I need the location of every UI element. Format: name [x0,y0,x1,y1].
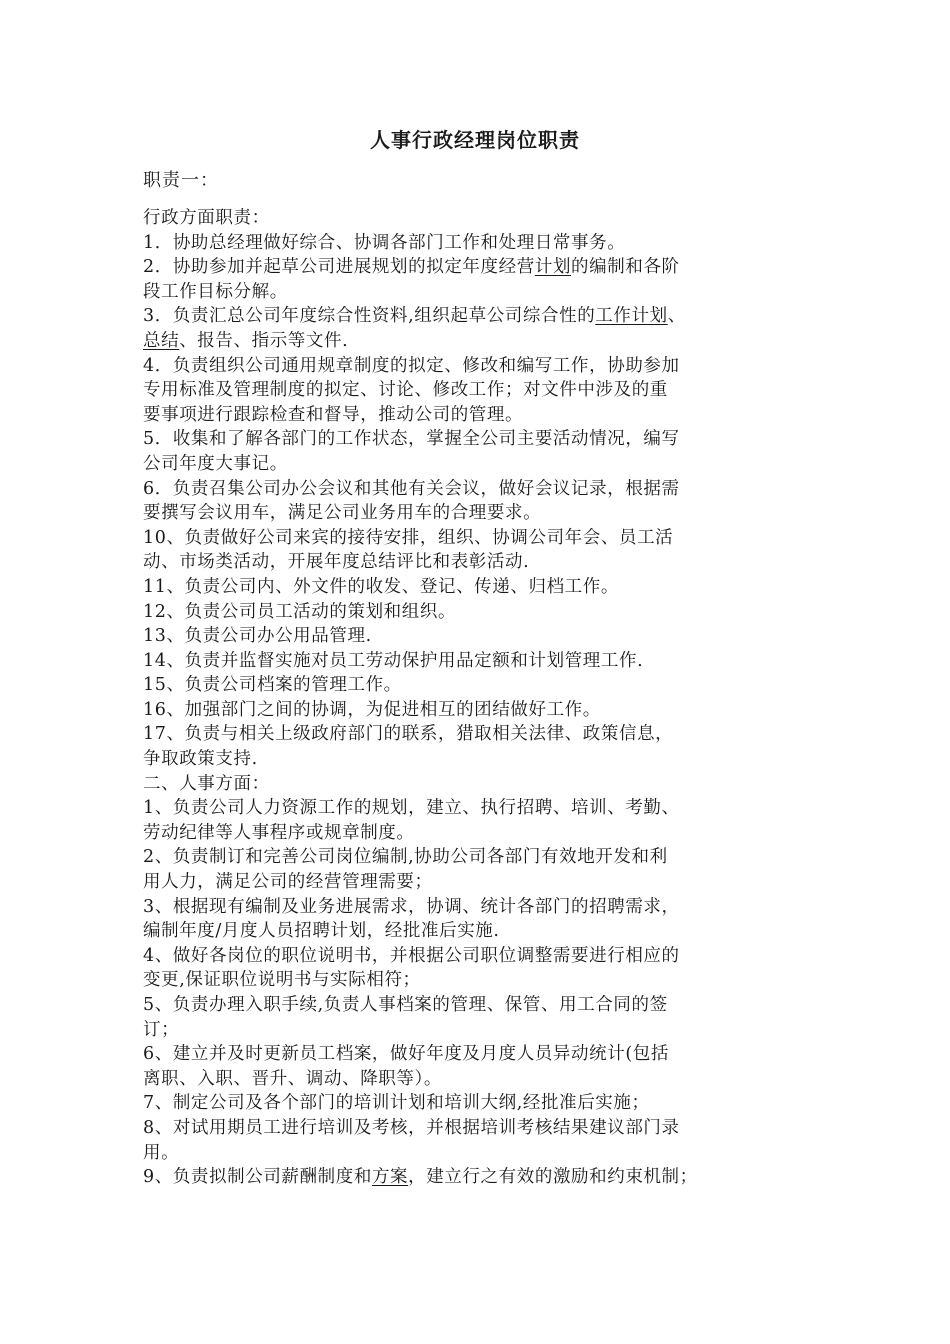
line-text: 行政方面职责： [143,208,270,228]
line-text: 13、负责公司办公用品管理. [143,626,372,647]
line-text: 8、对试用期员工进行培训及考核，并根据培训考核结果建议部门录 [143,1117,680,1138]
document-line [143,1042,815,1067]
line-text: 争取政策支持. [143,749,258,770]
document-line [143,378,815,403]
document-line [143,304,815,329]
line-text: 17、负责与相关上级政府部门的联系，猎取相关法律、政策信息， [143,724,674,745]
line-text: 1、负责公司人力资源工作的规划，建立、执行招聘、培训、考勤、 [143,798,680,819]
line-text: 用。 [143,1142,180,1163]
line-text: 1．协助总经理做好综合、协调各部门工作和处理日常事务。 [143,232,626,253]
line-text: 2．协助参加并起草公司进展规划的拟定年度经营 [143,257,535,278]
line-text: 公司年度大事记。 [143,453,288,474]
line-text: 4、做好各岗位的职位说明书，并根据公司职位调整需要进行相应的 [143,945,680,966]
document-line [143,600,815,625]
document-line [143,649,815,674]
document-line [143,206,815,231]
document-line [143,624,815,649]
document-line [143,575,815,600]
document-line [143,845,815,870]
document-line [143,550,815,575]
document-title: 人事行政经理岗位职责 [370,128,580,152]
document-line [143,968,815,993]
line-text: 变更,保证职位说明书与实际相符； [143,970,421,991]
line-text: 4．负责组织公司通用规章制度的拟定、修改和编写工作，协助参加 [143,355,680,376]
line-text: 5．收集和了解各部门的工作状态，掌握全公司主要活动情况，编写 [143,429,680,450]
line-text: 的编制和各阶 [571,257,680,278]
document-line [143,477,815,502]
line-text: 11、负责公司内、外文件的收发、登记、传递、归档工作。 [143,576,619,597]
line-text: 要事项进行跟踪检查和督导，推动公司的管理。 [143,404,524,425]
underlined-term: 总结 [143,330,180,351]
line-text: 3、根据现有编制及业务进展需求，协调、统计各部门的招聘需求， [143,896,680,917]
document-line [143,919,815,944]
line-text: 、 [667,306,686,327]
document-line [143,1067,815,1092]
document-line [143,895,815,920]
document-line [143,231,815,256]
document-line [143,821,815,846]
document-line [143,501,815,526]
underlined-term: 计划 [534,257,572,278]
document-line [143,796,815,821]
document-line [143,329,815,354]
line-text: 7、制定公司及各个部门的培训计划和培训大纲,经批准后实施； [143,1093,650,1114]
document-line [143,403,815,428]
document-line [143,870,815,895]
line-text: 9、负责拟制公司薪酬制度和 [143,1167,372,1188]
document-line [143,747,815,772]
document-body [143,206,815,1190]
line-text: 6．负责召集公司办公会议和其他有关会议，做好会议记录，根据需 [143,478,680,499]
document-line [143,673,815,698]
line-text: 、报告、指示等文件. [179,330,349,351]
underlined-term: 方案 [371,1167,409,1188]
document-line [143,1091,815,1116]
line-text: 2、负责制订和完善公司岗位编制,协助公司各部门有效地开发和利 [143,847,668,868]
document-line [143,993,815,1018]
line-text: 3．负责汇总公司年度综合性资料,组织起草公司综合性的 [143,306,596,327]
document-line [143,944,815,969]
line-text: 用人力，满足公司的经营管理需要； [143,872,433,893]
line-text: 12、负责公司员工活动的策划和组织。 [143,601,457,622]
line-text: 14、负责并监督实施对员工劳动保护用品定额和计划管理工作. [143,650,644,671]
line-text: 专用标准及管理制度的拟定、讨论、修改工作；对文件中涉及的重 [143,380,668,401]
line-text: 离职、入职、晋升、调动、降职等）。 [143,1068,442,1089]
document-line [143,772,815,797]
document-line [143,1018,815,1043]
document-line [143,1165,815,1190]
document-line [143,1116,815,1141]
line-text: 15、负责公司档案的管理工作。 [143,675,402,696]
line-text: 编制年度/月度人员招聘计划，经批准后实施. [143,921,500,942]
document-line [143,722,815,747]
line-text: 6、建立并及时更新员工档案，做好年度及月度人员异动统计(包括 [143,1044,669,1065]
line-text: 二、人事方面： [143,773,270,794]
section-label: 职责一： [143,170,219,191]
document-line [143,452,815,477]
line-text: 段工作目标分解。 [143,281,288,302]
document-line [143,526,815,551]
document-line [143,280,815,305]
line-text: ，建立行之有效的激励和约束机制； [408,1167,698,1188]
line-text: 劳动纪律等人事程序或规章制度。 [143,822,415,843]
line-text: 16、加强部门之间的协调，为促进相互的团结做好工作。 [143,699,601,720]
line-text: 动、市场类活动，开展年度总结评比和表彰活动. [143,552,530,573]
document-line [143,698,815,723]
document-line [143,354,815,379]
line-text: 订； [143,1019,180,1040]
line-text: 5、负责办理入职手续,负责人事档案的管理、保管、用工合同的签 [143,995,668,1015]
document-line [143,427,815,452]
underlined-term: 工作计划 [595,306,668,327]
line-text: 10、负责做好公司来宾的接待安排，组织、协调公司年会、员工活 [143,527,674,548]
document-line [143,255,815,280]
line-text: 要撰写会议用车，满足公司业务用车的合理要求。 [143,503,542,524]
document-line [143,1141,815,1166]
